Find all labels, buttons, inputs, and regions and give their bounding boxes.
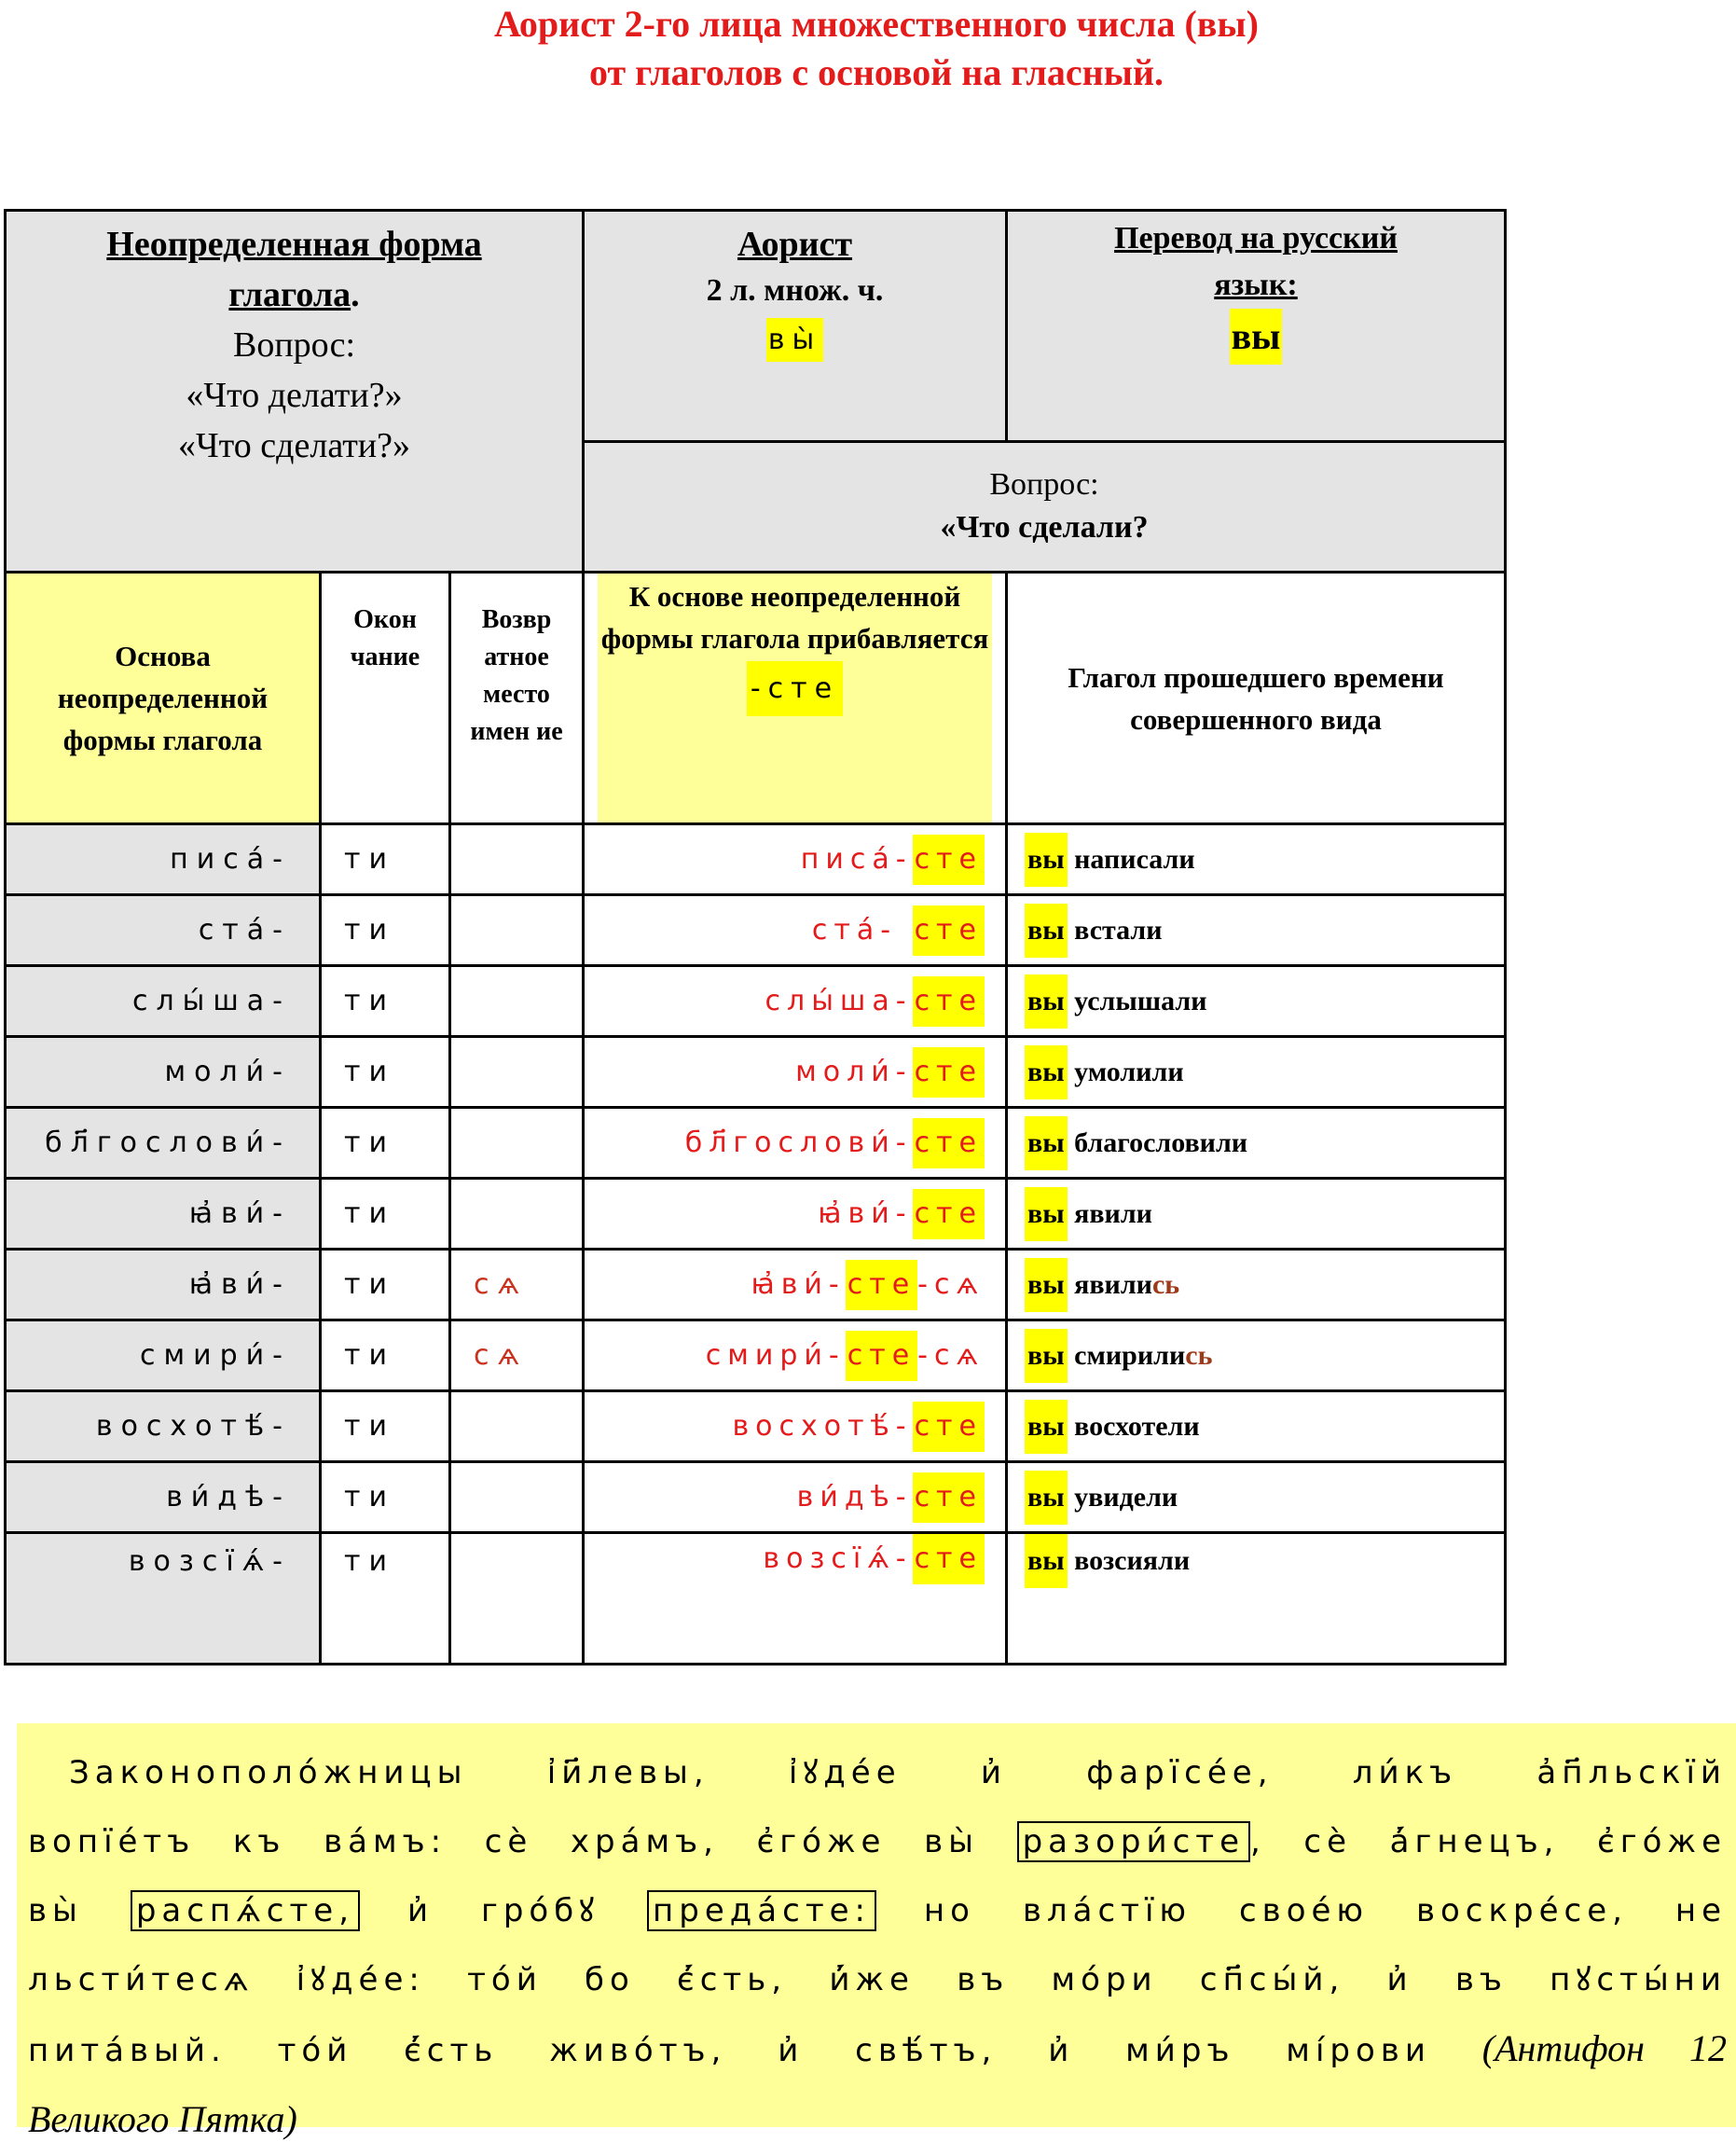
aorist-table [4, 209, 1507, 1665]
column-past: Глагол прошедшего времени совершенного вида [1007, 573, 1506, 824]
stem-cell: возсїѧ́- [6, 1533, 321, 1665]
table-row [6, 966, 1506, 1037]
column-ending: Окон чание [321, 573, 450, 824]
table-row [6, 1108, 1506, 1179]
quote-line: льсти́тесѧ і҆ꙋде́е: то́й бо є҆́сть, и҆́же въ мо́ри сп҃сы́й, и҆ въ пꙋсты́ни [28, 1961, 1727, 1998]
aorist-pronoun: вы̀ [766, 318, 823, 362]
aorist-form-cell: ви́дѣ-сте [584, 1462, 1007, 1533]
table-row [6, 1320, 1506, 1391]
translation-pronoun: вы [1230, 309, 1283, 365]
highlighted-verb: распѧ́сте, [131, 1890, 360, 1931]
translation-header: Перевод на русский язык: вы [1007, 211, 1506, 442]
aorist-form-cell: ꙗ҆ви́-сте [584, 1179, 1007, 1250]
reflexive-cell [450, 966, 584, 1037]
reflexive-cell [450, 1108, 584, 1179]
aorist-form-cell: моли́-сте [584, 1037, 1007, 1108]
aorist-form-cell: бл҃гослови́-сте [584, 1108, 1007, 1179]
reflexive-cell [450, 1462, 584, 1533]
translation-cell: вы восхотели [1007, 1391, 1506, 1462]
translation-cell: вы возсияли [1007, 1533, 1506, 1665]
ending-cell: ти [321, 1533, 450, 1665]
antiphon-quote [17, 1723, 1736, 2140]
translation-cell: вы умолили [1007, 1037, 1506, 1108]
ending-cell: ти [321, 895, 450, 966]
table-row [6, 895, 1506, 966]
reflexive-cell [450, 1037, 584, 1108]
table-row [6, 1462, 1506, 1533]
quote-line: Законополо́жницы і҆и҃левы, і҆ꙋде́е и҆ фарїсе́е, ли́къ а҆п҃льскїй [69, 1754, 1727, 1791]
quote-line [28, 2085, 1727, 2156]
infinitive-question-1: «Что делати?» [186, 376, 403, 415]
quote-line: пита́вый. то́й є҆́сть живо́тъ, и҆ свѣ́тъ, и҆ ми́ръ мі́рови (Антифон 12 [28, 2027, 1728, 2069]
ending-cell: ти [321, 1179, 450, 1250]
reflexive-cell [450, 1533, 584, 1665]
translation-cell: вы услышали [1007, 966, 1506, 1037]
column-rule: К основе неопределенной формы глагола прибавляется -сте [584, 573, 1007, 824]
reflexive-cell: сѧ [450, 1320, 584, 1391]
highlighted-verb: разори́сте [1017, 1821, 1250, 1862]
quote-source: (Антифон 12 [1481, 2027, 1728, 2069]
aorist-header [584, 211, 1007, 442]
translation-cell: вы написали [1007, 824, 1506, 895]
stem-cell: моли́- [6, 1037, 321, 1108]
table-row [6, 1533, 1506, 1665]
aorist-form-cell: возсїѧ́-сте [584, 1533, 1007, 1665]
reflexive-cell [450, 1179, 584, 1250]
reflexive-cell [450, 895, 584, 966]
stem-cell: бл҃гослови́- [6, 1108, 321, 1179]
aorist-title: Аорист [737, 225, 853, 264]
aorist-form-cell: слы́ша-сте [584, 966, 1007, 1037]
infinitive-header: Неопределенная форма глагола. Вопрос: «Что делати?» «Что сделати?» [6, 211, 584, 573]
ending-cell: ти [321, 1462, 450, 1533]
translation-cell: вы смирились [1007, 1320, 1506, 1391]
rule-suffix: -сте [747, 661, 843, 716]
aorist-form-cell: писа́-сте [584, 824, 1007, 895]
column-stem: Основа неопределенной формы глагола [6, 573, 321, 824]
stem-cell: ста́- [6, 895, 321, 966]
translation-cell: вы встали [1007, 895, 1506, 966]
aorist-form-cell: ꙗ҆ви́-сте-сѧ [584, 1250, 1007, 1320]
translation-cell: вы благословили [1007, 1108, 1506, 1179]
ending-cell: ти [321, 966, 450, 1037]
page-title-line-2: от глаголов с основой на гласный. [588, 51, 1164, 93]
table-row [6, 1391, 1506, 1462]
infinitive-question-2: «Что сделати?» [177, 426, 411, 465]
question-text: «Что сделали? [940, 510, 1149, 546]
column-reflexive: Возвр атное место имен ие [450, 573, 584, 824]
reflexive-cell [450, 824, 584, 895]
table-row [6, 1250, 1506, 1320]
question-header [584, 441, 1506, 572]
quote-line: вы̀ распѧ́сте, и҆ гро́бꙋ преда́сте: но вла́стїю свое́ю воскре́се, не [28, 1892, 1727, 1929]
ending-cell: ти [321, 1320, 450, 1391]
stem-cell: ꙗ҆ви́- [6, 1179, 321, 1250]
table-row [6, 1179, 1506, 1250]
aorist-subtitle: 2 л. множ. ч. [706, 273, 884, 308]
stem-cell: смири́- [6, 1320, 321, 1391]
table-row [6, 824, 1506, 895]
page-title-line-1: Аорист 2-го лица множественного числа (вы) [494, 3, 1259, 45]
reflexive-cell [450, 1391, 584, 1462]
aorist-form-cell: смири́-сте-сѧ [584, 1320, 1007, 1391]
translation-title: Перевод на русский [1114, 221, 1398, 256]
ending-cell: ти [321, 824, 450, 895]
ending-cell: ти [321, 1250, 450, 1320]
ending-cell: ти [321, 1037, 450, 1108]
infinitive-question-label: Вопрос: [232, 325, 356, 365]
stem-cell: ви́дѣ- [6, 1462, 321, 1533]
aorist-form-cell: ста́- сте [584, 895, 1007, 966]
translation-cell: вы явили [1007, 1179, 1506, 1250]
quote-source: Великого Пятка) [28, 2098, 297, 2140]
table-row [6, 1037, 1506, 1108]
ending-cell: ти [321, 1108, 450, 1179]
stem-cell: слы́ша- [6, 966, 321, 1037]
stem-cell: восхотѣ́- [6, 1391, 321, 1462]
question-label: Вопрос: [989, 467, 1099, 503]
highlighted-verb: преда́сте: [647, 1890, 876, 1931]
translation-cell: вы увидели [1007, 1462, 1506, 1533]
infinitive-title: Неопределенная форма [106, 225, 482, 264]
stem-cell: писа́- [6, 824, 321, 895]
ending-cell: ти [321, 1391, 450, 1462]
reflexive-cell: сѧ [450, 1250, 584, 1320]
quote-line: вопїе́тъ къ ва́мъ: сѐ хра́мъ, є҆го́же вы̀ разори́сте , сѐ а҆́гнецъ, є҆го́же [28, 1823, 1727, 1860]
aorist-form-cell: восхотѣ́-сте [584, 1391, 1007, 1462]
translation-cell: вы явились [1007, 1250, 1506, 1320]
stem-cell: ꙗ҆ви́- [6, 1250, 321, 1320]
